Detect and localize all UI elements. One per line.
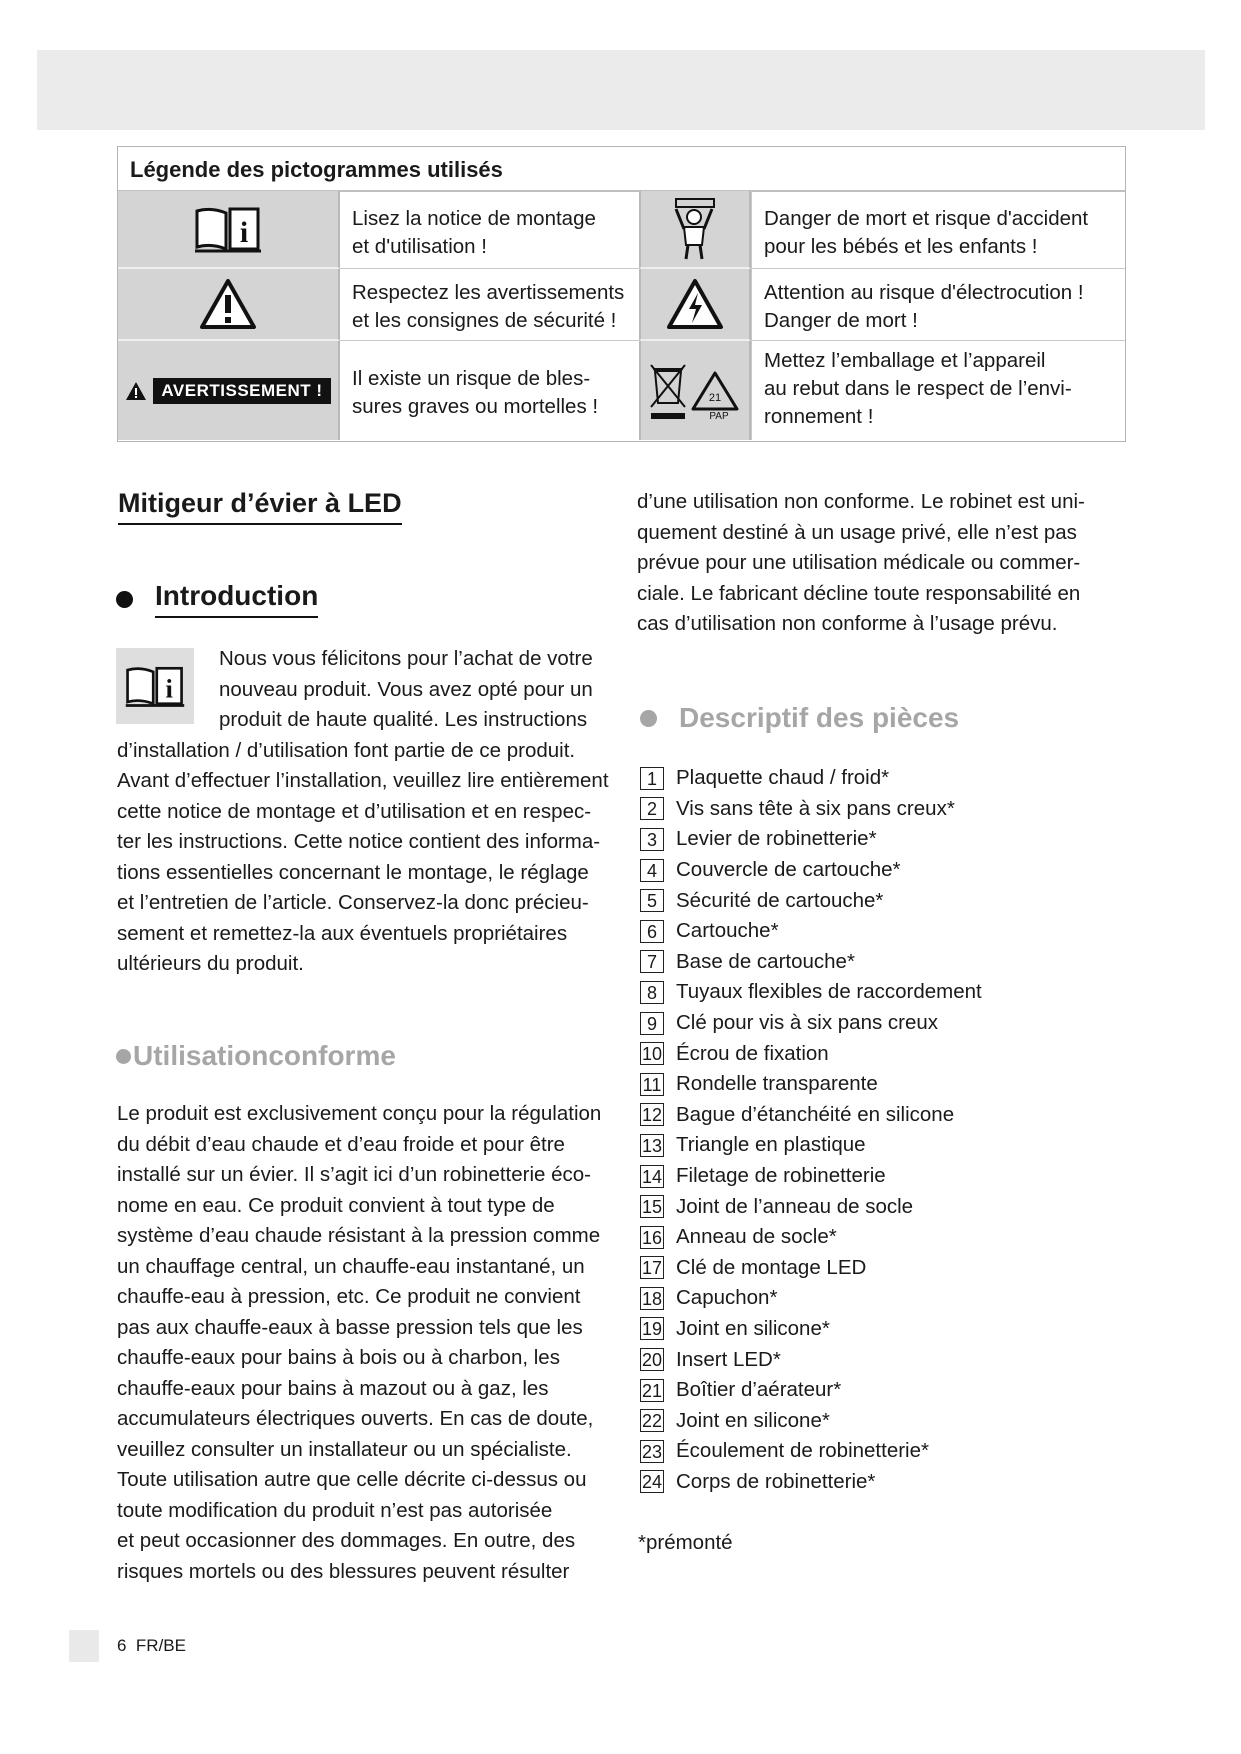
part-item — [640, 947, 982, 978]
part-item — [640, 1467, 982, 1498]
part-item — [640, 1038, 982, 1069]
footer-marker — [69, 1630, 99, 1662]
part-number: 6 — [640, 920, 664, 943]
part-number: 21 — [641, 1380, 663, 1401]
part-label: Anneau de socle* — [676, 1225, 837, 1249]
part-label: Joint en silicone* — [676, 1408, 830, 1432]
legend-text-warnings: Respectez les avertissements et les consignes de sécurité ! — [340, 269, 639, 341]
top-header-bar — [37, 50, 1205, 130]
svg-text:i: i — [165, 673, 173, 704]
product-title: Mitigeur d’évier à LED — [118, 488, 402, 525]
part-number: 23 — [641, 1441, 663, 1462]
part-number: 3 — [640, 828, 664, 851]
part-item — [640, 1130, 982, 1161]
part-label: Cartouche* — [676, 919, 779, 943]
part-number: 22 — [641, 1411, 663, 1432]
warning-triangle-icon — [118, 269, 340, 341]
part-number: 19 — [641, 1319, 663, 1340]
part-item — [640, 1222, 982, 1253]
intended-use-heading: Utilisationconforme — [116, 1040, 396, 1072]
recycling-number: 21 — [708, 391, 722, 404]
bullet-icon — [640, 710, 657, 727]
part-number: 18 — [641, 1288, 663, 1309]
pictogram-legend-table — [117, 146, 1126, 442]
part-item — [640, 885, 982, 916]
bullet-icon — [116, 591, 133, 608]
part-label: Plaquette chaud / froid* — [676, 766, 890, 790]
legend-text-injury: Il existe un risque de bles- sures graves ou mortelles ! — [352, 367, 599, 418]
legend-text-disposal: Mettez l’emballage et l’appareil au rebut dans le respect de l’envi- ronnement ! — [751, 341, 1125, 440]
legend-title: Légende des pictogrammes utilisés — [130, 157, 503, 182]
svg-text:i: i — [239, 216, 249, 249]
part-label: Rondelle transparente — [676, 1072, 878, 1096]
part-number: 1 — [640, 767, 664, 790]
part-number: 13 — [641, 1135, 663, 1156]
part-number: 5 — [640, 889, 664, 912]
part-label: Tuyaux flexibles de raccordement — [676, 980, 982, 1004]
part-item — [640, 824, 982, 855]
introduction-heading: Introduction — [116, 580, 318, 618]
page-language: FR/BE — [135, 1636, 186, 1655]
legend-text-child-danger: Danger de mort et risque d'accident pour les bébés et les enfants ! — [751, 191, 1125, 269]
part-item — [640, 1405, 982, 1436]
part-item — [640, 1314, 982, 1345]
part-label: Corps de robinetterie* — [676, 1469, 876, 1493]
part-number: 2 — [640, 797, 664, 820]
part-item — [640, 977, 982, 1008]
part-number: 17 — [641, 1258, 663, 1279]
part-number: 12 — [641, 1105, 663, 1126]
weee-bin-icon — [651, 365, 685, 419]
warning-badge — [118, 341, 340, 440]
part-label: Triangle en plastique — [676, 1133, 866, 1157]
part-number: 7 — [640, 950, 664, 973]
part-number: 16 — [641, 1227, 663, 1248]
preassembled-footnote: *prémonté — [638, 1531, 733, 1554]
part-item — [640, 794, 982, 825]
part-item — [640, 1191, 982, 1222]
part-number: 11 — [640, 1073, 664, 1096]
part-number: 9 — [640, 1012, 664, 1035]
page-number: 6 — [117, 1636, 127, 1655]
part-label: Couvercle de cartouche* — [676, 858, 901, 882]
part-label: Écrou de fixation — [676, 1041, 829, 1065]
part-item — [640, 916, 982, 947]
part-label: Capuchon* — [676, 1286, 778, 1310]
part-label: Filetage de robinetterie — [676, 1164, 886, 1188]
part-label: Vis sans tête à six pans creux* — [676, 796, 955, 820]
part-number: 4 — [640, 859, 664, 882]
part-item — [640, 1253, 982, 1284]
part-item — [640, 1069, 982, 1100]
part-item — [640, 1161, 982, 1192]
recycling-icons — [639, 341, 751, 440]
part-label: Clé pour vis à six pans creux — [676, 1011, 939, 1035]
legend-text-read-manual: Lisez la notice de montage et d'utilisation ! — [340, 191, 639, 269]
electrocution-warning-icon — [639, 269, 751, 341]
bullet-icon — [116, 1049, 131, 1064]
part-label: Joint de l’anneau de socle — [676, 1194, 914, 1218]
part-item — [640, 855, 982, 886]
part-item — [640, 1100, 982, 1131]
parts-description-heading: Descriptif des pièces — [640, 702, 959, 734]
intended-use-paragraph: Le produit est exclusivement conçu pour la régulation du débit d’eau chaude et d’eau froide et pour être installé sur un évier. Il s’agit ici d’un robinetterie éco- nome en eau. Ce produit convient à tout type de système d’eau chaude résistant à la pression comme un chauffage central, un chauffe-eau instantané, un chauffe-eau à pression, etc. Ce produit ne convient pas aux chauffe-eaux à basse pression tels que les chauffe-eaux pour bains à bois ou à charbon, les chauffe-eaux pour bains à mazout ou à gaz, les accumulateurs électriques ouverts. En cas de doute, veuillez consulter un installateur ou un spécialiste. Toute utilisation autre que celle décrite ci-dessus ou toute modification du produit n’est pas autorisée et peut occasionner des dommages. En outre, des risques mortels ou des blessures peuvent résulter — [117, 1102, 602, 1583]
part-item — [640, 1375, 982, 1406]
part-item — [640, 1008, 982, 1039]
part-label: Sécurité de cartouche* — [676, 888, 884, 912]
part-label: Écoulement de robinetterie* — [676, 1439, 929, 1463]
intended-use-paragraph-continued: d’une utilisation non conforme. Le robinet est uni- quement destiné à un usage privé, elle n’est pas prévue pour une utilisation médicale ou commer- ciale. Le fabricant décline toute responsabilité en cas d’utilisation non conforme à l’usage prévu. — [637, 490, 1085, 635]
page-footer — [117, 1636, 186, 1656]
legend-text-electrocution: Attention au risque d'électrocution ! Danger de mort ! — [751, 269, 1125, 341]
part-label: Insert LED* — [676, 1347, 781, 1371]
read-manual-icon — [118, 191, 340, 269]
part-label: Clé de montage LED — [676, 1255, 867, 1279]
warning-label: AVERTISSEMENT ! — [153, 378, 330, 404]
part-number: 15 — [641, 1197, 663, 1218]
warning-small-icon — [125, 381, 147, 401]
part-item — [640, 1344, 982, 1375]
part-item — [640, 1283, 982, 1314]
intro-paragraph-top: Nous vous félicitons pour l’achat de votre nouveau produit. Vous avez opté pour un produit de haute qualité. Les instructions — [219, 647, 593, 731]
intro-paragraph: d’installation / d’utilisation font partie de ce produit. Avant d’effectuer l’installation, veuillez lire entièrement cette notice de montage et d’utilisation et en respec- ter les instructions. Cette notice contient des informa- tions essentielles concernant le montage, le réglage et l’entretien de l’article. Conservez-la donc précieu- sement et remettez-la aux éventuels propriétaires ultérieurs du produit. — [117, 738, 609, 975]
child-danger-icon — [639, 191, 751, 269]
part-label: Base de cartouche* — [676, 949, 855, 973]
part-number: 20 — [641, 1350, 663, 1371]
parts-list — [640, 763, 982, 1497]
part-number: 24 — [641, 1472, 663, 1493]
part-number: 10 — [641, 1044, 663, 1065]
part-number: 14 — [641, 1166, 663, 1187]
part-item — [640, 1436, 982, 1467]
recycling-code: PAP — [709, 410, 729, 422]
part-label: Levier de robinetterie* — [676, 827, 877, 851]
part-label: Boîtier d’aérateur* — [676, 1378, 842, 1402]
part-label: Bague d’étanchéité en silicone — [676, 1102, 955, 1126]
recycling-triangle-icon — [693, 373, 737, 422]
part-item — [640, 763, 982, 794]
part-label: Joint en silicone* — [676, 1316, 830, 1340]
part-number: 8 — [640, 981, 664, 1004]
read-manual-icon-small — [116, 648, 194, 724]
